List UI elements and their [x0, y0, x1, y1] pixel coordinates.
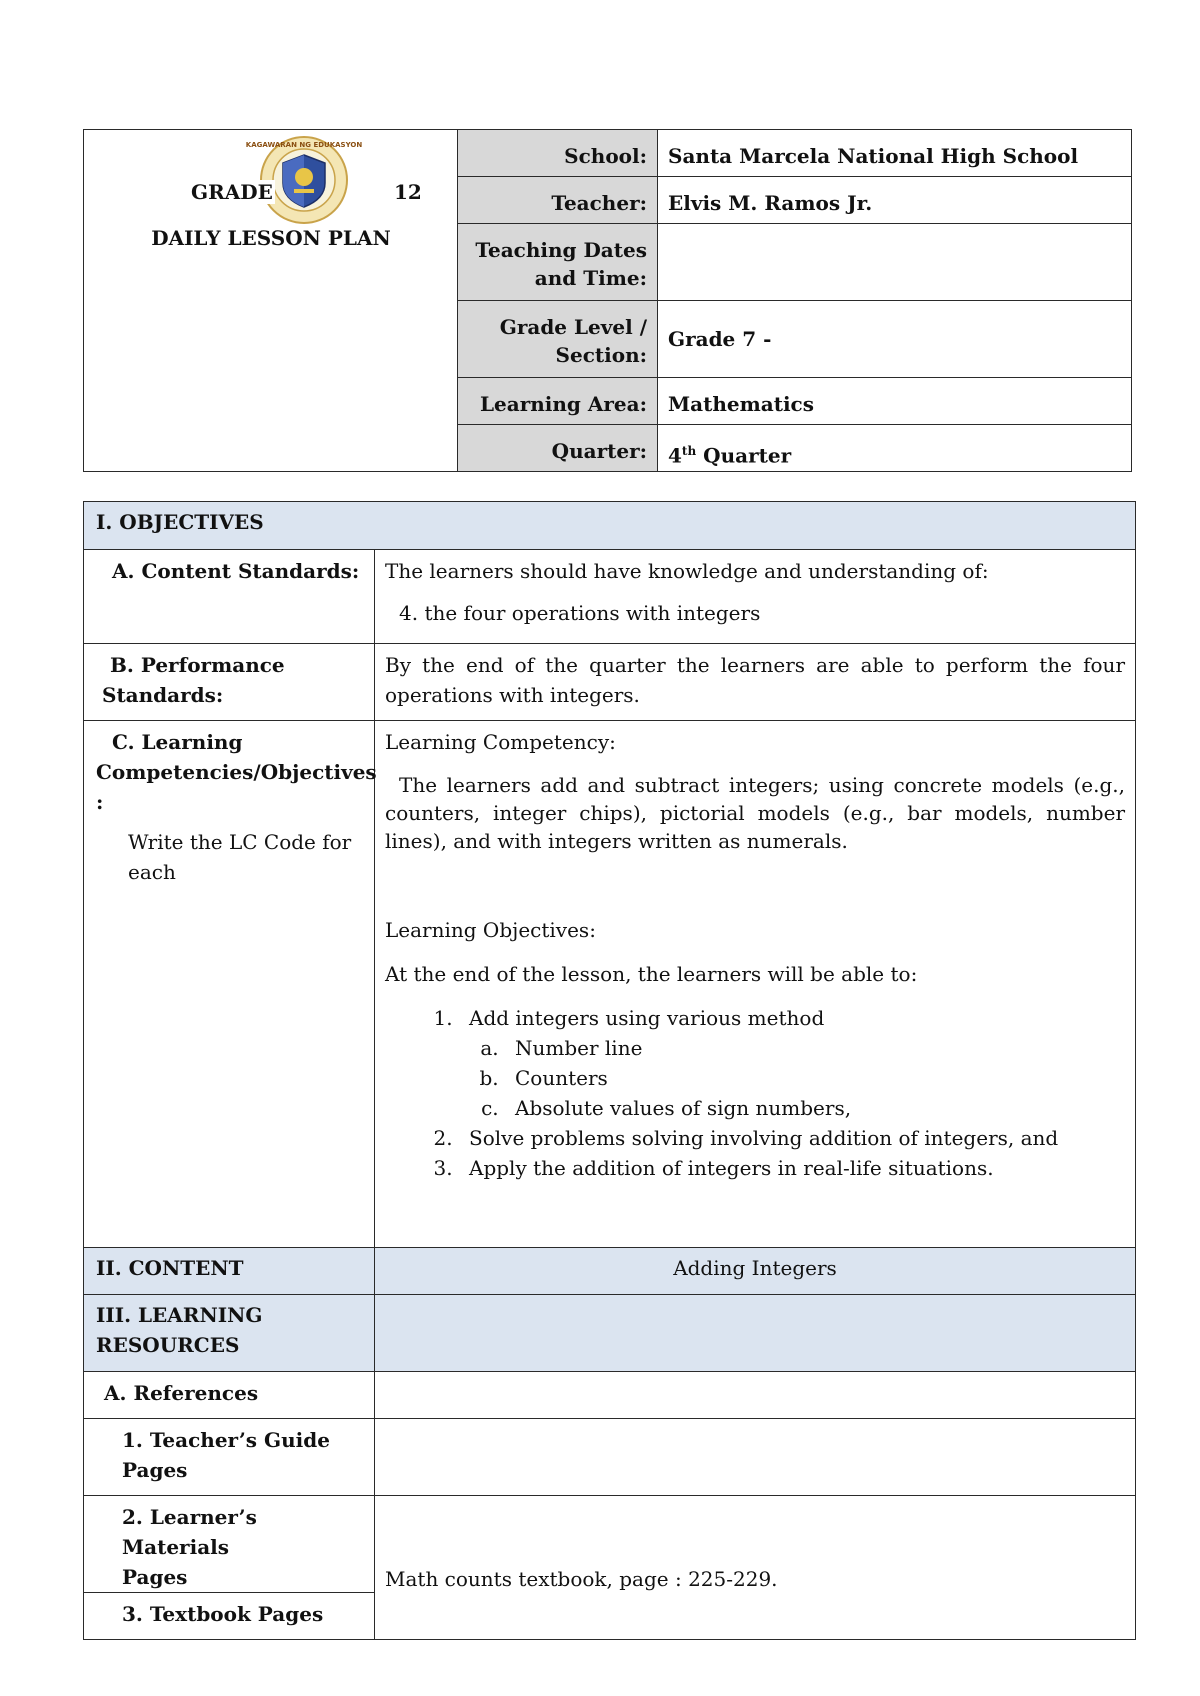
lo-intro: At the end of the lesson, the learners will be able to: [385, 962, 918, 986]
teachers-guide-value [375, 1419, 1136, 1496]
performance-standards-label [84, 644, 375, 721]
lo-item: 1. Add integers using various method a. Number line b. Counters c. Absolute values of sign numbers, [459, 1003, 1125, 1123]
lo-sub-item: a. Number line [505, 1033, 1125, 1063]
school-value: Santa Marcela National High School [658, 130, 1132, 177]
content-value: Adding Integers [375, 1248, 1136, 1295]
content-standards-item: 4. the four operations with integers [399, 601, 761, 625]
competencies-label-line3: : [96, 790, 104, 814]
competencies-label-cell [84, 721, 375, 1248]
quarter-label: Quarter: [458, 425, 658, 472]
textbook-value: Math counts textbook, page : 225-229. [375, 1496, 1136, 1640]
header-title-cell [84, 130, 458, 472]
svg-text:KAGAWARAN NG EDUKASYON: KAGAWARAN NG EDUKASYON [245, 141, 363, 149]
learners-materials-line2: Pages [122, 1565, 188, 1589]
grade-level-label: Grade Level / Section: [458, 301, 658, 378]
lo-item: 3. Apply the addition of integers in real-life situations. [459, 1153, 1125, 1183]
quarter-value: 4th Quarter [658, 425, 1132, 472]
plan-title: DAILY LESSON PLAN [151, 226, 391, 250]
content-standards-intro: The learners should have knowledge and understanding of: [385, 559, 989, 583]
objectives-heading: I. OBJECTIVES [84, 502, 1136, 550]
learners-materials-label [84, 1496, 375, 1593]
learning-area-label: Learning Area: [458, 378, 658, 425]
lo-item: 2. Solve problems solving involving addition of integers, and [459, 1123, 1125, 1153]
lesson-plan-table [83, 501, 1136, 1640]
teaching-dates-value [658, 224, 1132, 301]
references-label: A. References [84, 1372, 375, 1419]
learning-area-value: Mathematics [658, 378, 1132, 425]
teaching-dates-label: Teaching Dates and Time: [458, 224, 658, 301]
lo-sub-item: b. Counters [505, 1063, 1125, 1093]
school-label: School: [458, 130, 658, 177]
lc-code-note-line2: each [128, 860, 176, 884]
performance-standards-text: By the end of the quarter the learners are able to perform the four operations with integers. [375, 644, 1136, 721]
performance-label-line2: Standards: [102, 683, 224, 707]
references-value [375, 1372, 1136, 1419]
grade-number: 12 [394, 180, 422, 204]
teachers-guide-label [84, 1419, 375, 1496]
performance-label-line1: B. Performance [110, 653, 285, 677]
lo-list [385, 1003, 1125, 1183]
teacher-value: Elvis M. Ramos Jr. [658, 177, 1132, 224]
lc-code-note-line1: Write the LC Code for [128, 830, 352, 854]
resources-heading-line2: RESOURCES [96, 1333, 240, 1357]
resources-heading [84, 1295, 375, 1372]
lc-heading: Learning Competency: [385, 730, 616, 754]
lc-text: The learners add and subtract integers; using concrete models (e.g., counters, integer chips), pictorial models (e.g., bar models, number lines), and with integers written as numerals. [385, 773, 1125, 853]
lo-sub-list [469, 1033, 1125, 1123]
lo-sub-item: c. Absolute values of sign numbers, [505, 1093, 1125, 1123]
resources-heading-value [375, 1295, 1136, 1372]
teacher-label: Teacher: [458, 177, 658, 224]
textbook-label: 3. Textbook Pages [84, 1593, 375, 1640]
competencies-cell [375, 721, 1136, 1248]
grade-level-value: Grade 7 - [658, 301, 1132, 378]
content-standards-label: A. Content Standards: [84, 550, 375, 644]
teachers-guide-line1: 1. Teacher’s Guide [122, 1428, 330, 1452]
header-table [83, 129, 1132, 472]
teachers-guide-line2: Pages [122, 1458, 188, 1482]
content-heading: II. CONTENT [84, 1248, 375, 1295]
lo-heading: Learning Objectives: [385, 918, 596, 942]
competencies-label-line2: Competencies/Objectives [96, 760, 377, 784]
resources-heading-line1: III. LEARNING [96, 1303, 263, 1327]
competencies-label-line1: C. Learning [112, 730, 243, 754]
grade-label: GRADE [191, 180, 273, 204]
content-standards-cell [375, 550, 1136, 644]
learners-materials-line1: 2. Learner’s Materials [122, 1505, 257, 1559]
